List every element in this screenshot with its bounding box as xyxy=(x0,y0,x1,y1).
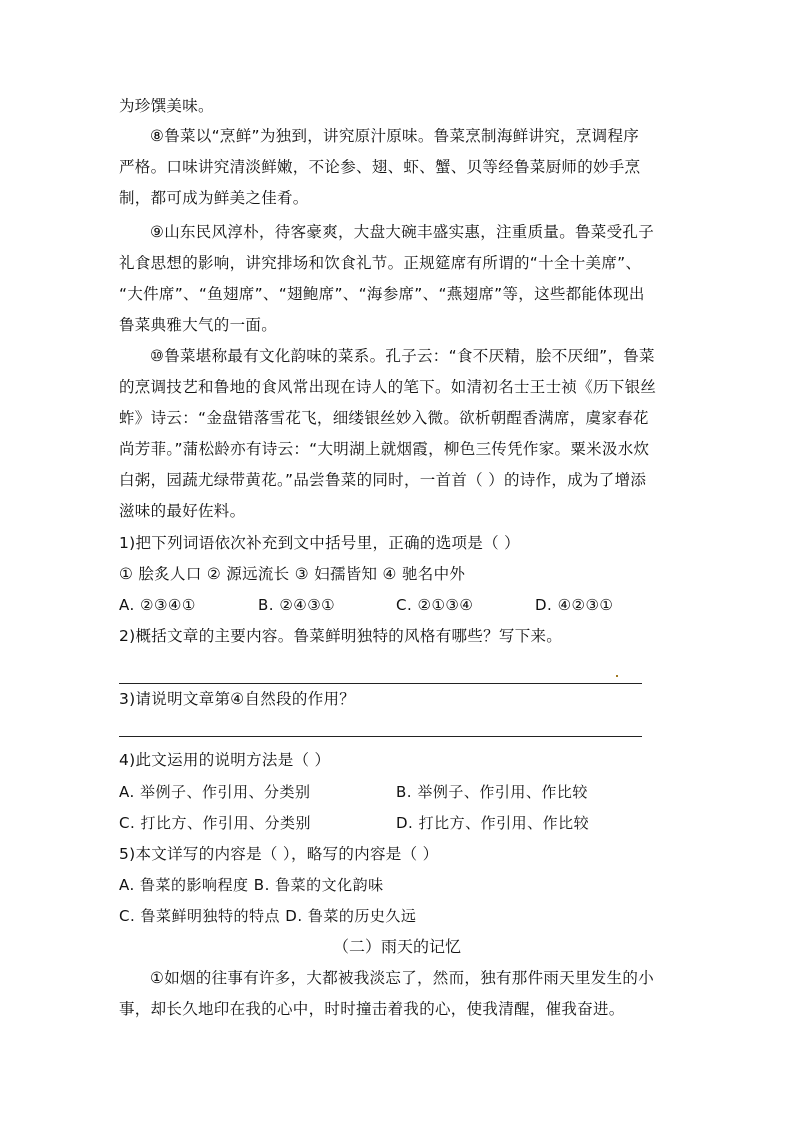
ink-dot xyxy=(616,675,618,677)
paragraph-7-end: 为珍馔美味。 xyxy=(119,97,214,115)
question-4: 4)此文运用的说明方法是（ ） xyxy=(119,751,331,769)
question-1-option-c: C. ②①③④ xyxy=(396,596,474,614)
paragraph-10-line-6: 滋味的最好佐料。 xyxy=(119,502,246,520)
paragraph-9-line-1: ⑨山东民风淳朴，待客豪爽，大盘大碗丰盛实惠，注重质量。鲁菜受孔子 xyxy=(150,223,654,241)
paragraph-9-line-3: “大件席”、“鱼翅席”、“翅鲍席”、“海参席”、“燕翅席”等，这些都能体现出 xyxy=(119,285,645,303)
question-1-option-b: B. ②④③① xyxy=(258,596,336,614)
paragraph-9-line-2: 礼食思想的影响，讲究排场和饮食礼节。正规筵席有所谓的“十全十美席”、 xyxy=(119,254,642,272)
section-title: （二）雨天的记忆 xyxy=(332,937,461,956)
paragraph-8-line-3: 制，都可成为鲜美之佳肴。 xyxy=(119,189,309,207)
question-1-words: ① 脍炙人口 ② 源远流长 ③ 妇孺皆知 ④ 驰名中外 xyxy=(119,565,466,583)
paragraph-10-line-3: 蚱》诗云：“金盘错落雪花飞，细缕银丝妙入微。欲析朝酲香满席，虞家春花 xyxy=(119,409,649,427)
question-4-option-c: C. 打比方、作引用、分类别 xyxy=(119,814,312,832)
paragraph-10-line-4: 尚芳菲。”蒲松龄亦有诗云：“大明湖上就烟霞，柳色三传凭作家。粟米汲水炊 xyxy=(119,440,650,458)
answer-line-2 xyxy=(119,683,642,684)
section-2-paragraph-1-line-2: 事，却长久地印在我的心中，时时撞击着我的心，使我清醒，催我奋进。 xyxy=(119,1000,625,1018)
paragraph-9-line-4: 鲁菜典雅大气的一面。 xyxy=(119,316,278,334)
question-4-option-a: A. 举例子、作引用、分类别 xyxy=(119,783,311,801)
answer-line-3 xyxy=(119,736,642,737)
question-1-option-d: D. ④②③① xyxy=(535,596,614,614)
question-5-options-cd: C. 鲁菜鲜明独特的特点 D. 鲁菜的历史久远 xyxy=(119,907,417,925)
question-1: 1)把下列词语依次补充到文中括号里，正确的选项是（ ） xyxy=(119,534,520,552)
paragraph-8-line-2: 严格。口味讲究清淡鲜嫩，不论参、翅、虾、蟹、贝等经鲁菜厨师的妙手烹 xyxy=(119,158,641,176)
section-2-paragraph-1-line-1: ①如烟的往事有许多，大都被我淡忘了，然而，独有那件雨天里发生的小 xyxy=(150,969,654,987)
question-4-option-b: B. 举例子、作引用、作比较 xyxy=(396,783,588,801)
paragraph-10-line-1: ⑩鲁菜堪称最有文化韵味的菜系。孔子云：“食不厌精，脍不厌细”，鲁菜 xyxy=(150,347,655,365)
question-5: 5)本文详写的内容是（ ），略写的内容是（ ） xyxy=(119,845,439,863)
paragraph-10-line-2: 的烹调技艺和鲁地的食风常出现在诗人的笔下。如清初名士王士祯《历下银丝 xyxy=(119,378,657,396)
paragraph-10-line-5: 白粥，园蔬尤绿带黄花。”品尝鲁菜的同时，一首首（ ）的诗作，成为了增添 xyxy=(119,471,647,489)
question-5-options-ab: A. 鲁菜的影响程度 B. 鲁菜的文化韵味 xyxy=(119,876,384,894)
paragraph-8-line-1: ⑧鲁菜以“烹鲜”为独到，讲究原汁原味。鲁菜烹制海鲜讲究，烹调程序 xyxy=(150,127,640,145)
question-1-option-a: A. ②③④① xyxy=(119,596,196,614)
question-4-option-d: D. 打比方、作引用、作比较 xyxy=(396,814,590,832)
question-3: 3)请说明文章第④自然段的作用？ xyxy=(119,690,356,708)
question-2: 2)概括文章的主要内容。鲁菜鲜明独特的风格有哪些？写下来。 xyxy=(119,627,563,645)
